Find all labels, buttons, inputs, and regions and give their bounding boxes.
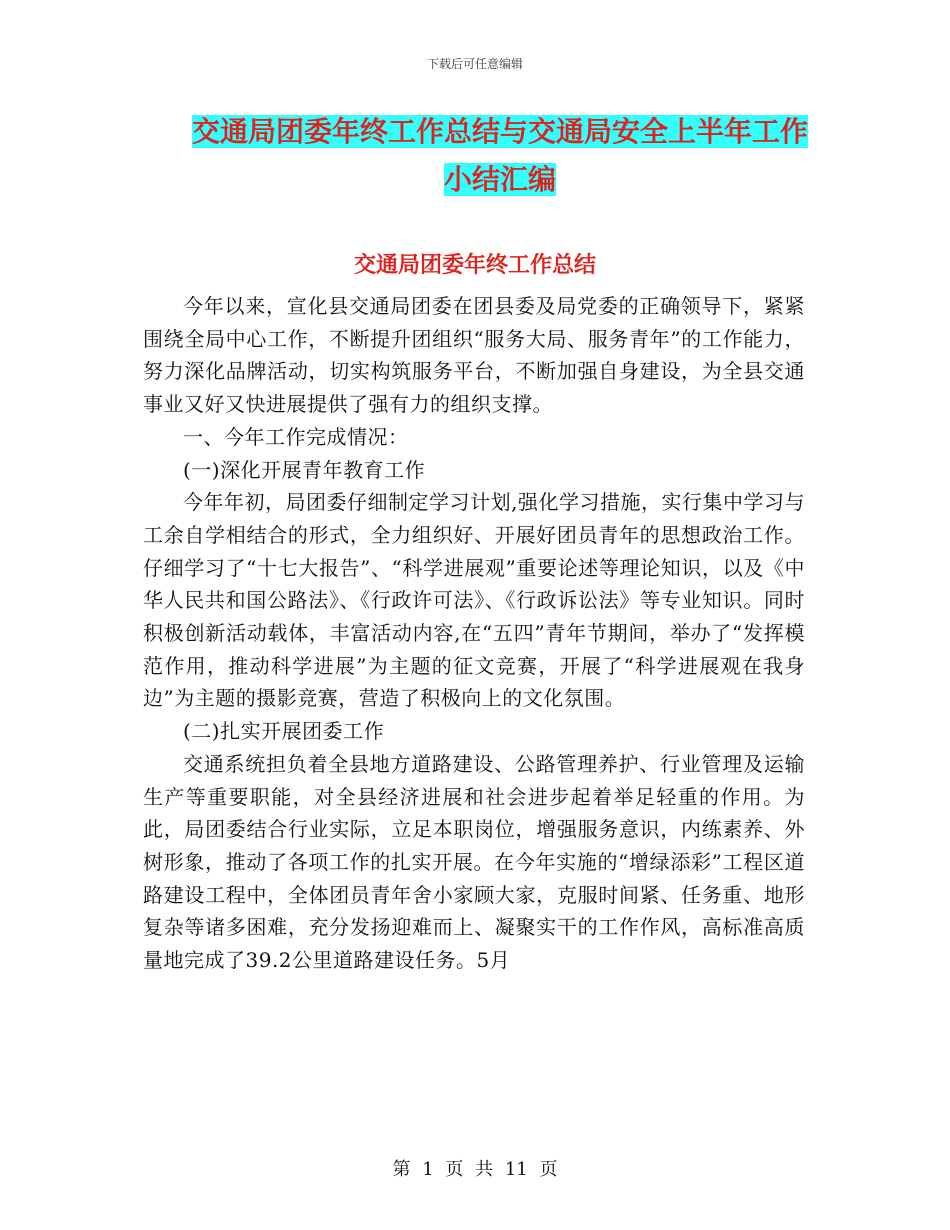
- document-title-text: 交通局团委年终工作总结与交通局安全上半年工作小结汇编: [191, 115, 808, 196]
- document-title: [190, 108, 810, 204]
- heading-part-one: 一、今年工作完成情况：: [183, 424, 409, 449]
- header-note: 下载后可任意编辑: [426, 57, 523, 71]
- paragraph-league-work: 交通系统担负着全县地方道路建设、公路管理养护、行业管理及运输生产等重要职能，对全县经济进展和社会进步起着举足轻重的作用。为此，局团委结合行业实际，立足本职岗位，增强服务意识，内练素养、外树形象，推动了各项工作的扎实开展。在今年实施的“增绿添彩”工程区道路建设工程中，全体团员青年舍小家顾大家，克服时间紧、任务重、地形复杂等诸多困难，充分发扬迎难而上、凝聚实干的工作作风，高标准高质量地完成了39.2公里道路建设任务。5月: [143, 751, 805, 973]
- document-body: [143, 290, 805, 977]
- paragraph-intro: 今年以来，宣化县交通局团委在团县委及局党委的正确领导下，紧紧围绕全局中心工作，不断提升团组织“服务大局、服务青年”的工作能力，努力深化品牌活动，切实构筑服务平台，不断加强自身建设，为全县交通事业又好又快进展提供了强有力的组织支撑。: [143, 294, 805, 417]
- section-title: 交通局团委年终工作总结: [353, 253, 596, 278]
- subheading-education: (一)深化开展青年教育工作: [183, 457, 426, 482]
- paragraph-education: 今年年初，局团委仔细制定学习计划,强化学习措施，实行集中学习与工余自学相结合的形式，全力组织好、开展好团员青年的思想政治工作。仔细学习了“十七大报告”、“科学进展观”重要论述等理论知识，以及《中华人民共和国公路法》、《行政许可法》、《行政诉讼法》等专业知识。同时积极创新活动载体，丰富活动内容,在“五四”青年节期间，举办了“发挥模范作用，推动科学进展”为主题的征文竞赛，开展了“科学进展观在我身边”为主题的摄影竞赛，营造了积极向上的文化氛围。: [143, 490, 805, 711]
- page-number: 第 1 页 共 11 页: [392, 1159, 558, 1180]
- subheading-league-work: (二)扎实开展团委工作: [183, 719, 385, 744]
